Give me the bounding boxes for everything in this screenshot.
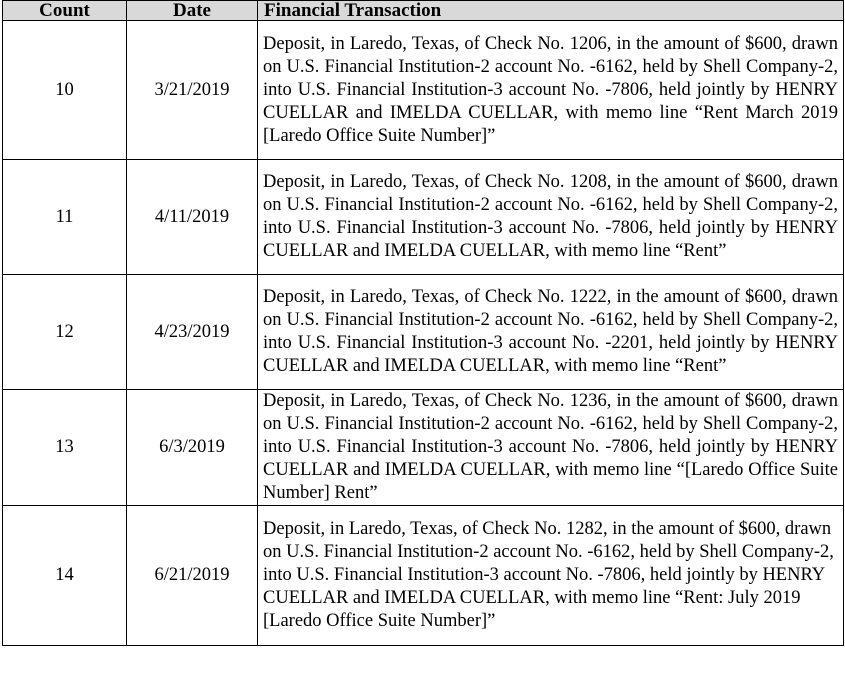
count-cell: 14 [3,506,127,646]
header-row [3,1,844,21]
date-cell: 3/21/2019 [127,21,258,160]
count-cell: 10 [3,21,127,160]
table-row [3,160,844,275]
transaction-cell: Deposit, in Laredo, Texas, of Check No. 1222, in the amount of $600, drawn on U.S. Financial Institution-2 account No. -6162, held by Shell Company-2, into U.S. Financial Institution-3 account No. -2201, held jointly by HENRY CUELLAR and IMELDA CUELLAR, with memo line “Rent” [258,275,844,390]
header-date: Date [127,1,258,21]
header-count: Count [3,1,127,21]
table-row [3,390,844,506]
date-cell: 4/11/2019 [127,160,258,275]
transaction-cell: Deposit, in Laredo, Texas, of Check No. 1206, in the amount of $600, drawn on U.S. Financial Institution-2 account No. -6162, held by Shell Company-2, into U.S. Financial Institution-3 account No. -7806, held jointly by HENRY CUELLAR and IMELDA CUELLAR, with memo line “Rent March 2019 [Laredo Office Suite Number]” [258,21,844,160]
table-row [3,275,844,390]
table-body [3,21,844,646]
count-cell: 12 [3,275,127,390]
count-cell: 13 [3,390,127,506]
date-cell: 6/3/2019 [127,390,258,506]
transaction-cell: Deposit, in Laredo, Texas, of Check No. 1236, in the amount of $600, drawn on U.S. Financial Institution-2 account No. -6162, held by Shell Company-2, into U.S. Financial Institution-3 account No. -7806, held jointly by HENRY CUELLAR and IMELDA CUELLAR, with memo line “[Laredo Office Suite Number] Rent” [258,390,844,506]
table-header [3,1,844,21]
header-financial-transaction: Financial Transaction [258,1,844,21]
table-row [3,506,844,646]
transaction-cell: Deposit, in Laredo, Texas, of Check No. 1282, in the amount of $600, drawn on U.S. Financial Institution-2 account No. -6162, held by Shell Company-2, into U.S. Financial Institution-3 account No. -7806, held jointly by HENRY CUELLAR and IMELDA CUELLAR, with memo line “Rent: July 2019 [Laredo Office Suite Number]” [258,506,844,646]
count-cell: 11 [3,160,127,275]
date-cell: 4/23/2019 [127,275,258,390]
table-row [3,21,844,160]
date-cell: 6/21/2019 [127,506,258,646]
transactions-table [2,0,844,646]
transaction-cell: Deposit, in Laredo, Texas, of Check No. 1208, in the amount of $600, drawn on U.S. Financial Institution-2 account No. -6162, held by Shell Company-2, into U.S. Financial Institution-3 account No. -7806, held jointly by HENRY CUELLAR and IMELDA CUELLAR, with memo line “Rent” [258,160,844,275]
